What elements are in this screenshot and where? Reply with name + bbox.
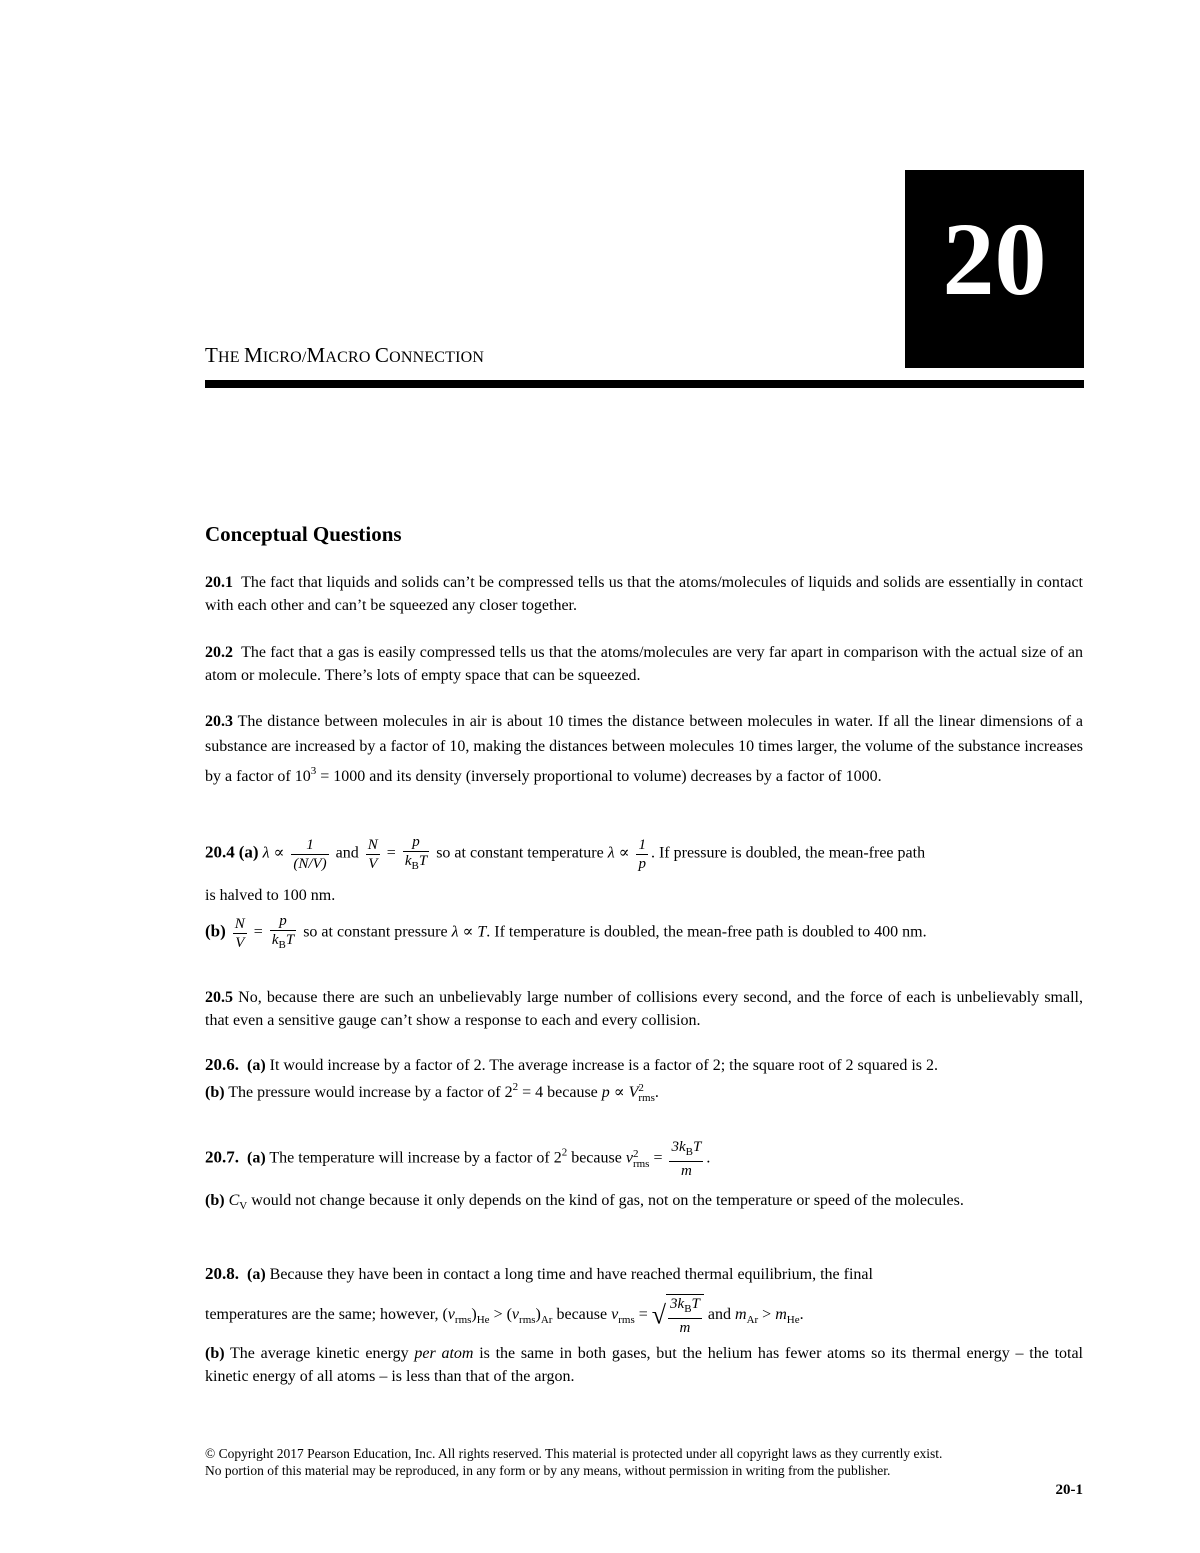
question-20-8-b: (b) The average kinetic energy per atom is the same in both gases, but the helium has fewer atoms so its thermal energy – the total kinetic energy of all atoms – is less than that of the argon. (205, 1345, 1084, 1385)
question-number: 20.4 (205, 842, 235, 862)
question-number: 20.1 (205, 574, 233, 591)
fraction: $\frac{p}{k_BT}$ (271, 913, 295, 951)
fraction: $\frac{1}{(N/V)}$ (293, 836, 327, 872)
fraction: $\frac{N}{V}$ (367, 836, 378, 872)
copyright-line-1: © Copyright 2017 Pearson Education, Inc. All rights reserved. This material is protected under all copyright laws as they currently exist. (205, 1446, 943, 1461)
question-20-3: 20.3 The distance between molecules in air is about 10 times the distance between molecules in water. If all the linear dimensions of a substance are increased by a factor of 10, making the distances between molecules 10 times larger, the volume of the substance increases by a factor of $10^3 = 1000$ and its density (inversely proportional to volume) decreases by a factor of 1000. (205, 713, 1083, 785)
chapter-number: 20 (942, 202, 1047, 317)
question-20-7-a: 20.7. (a) The temperature will increase by a factor of $2^2$ because v 2 rms = $\frac{3k_BT}{m}$ . (205, 1139, 711, 1179)
square-root: √ $\frac{3k_BT}{m}$ (652, 1294, 704, 1337)
question-20-4-b: (b) $\frac{N}{V}$ = $\frac{p}{k_BT}$ so at constant pressure λ ∝ T. If temperature is doubled, the mean-free path is doubled to 400 nm. (205, 912, 927, 954)
question-number: 20.7. (205, 1147, 239, 1167)
question-20-2: 20.2 The fact that a gas is easily compressed tells us that the atoms/molecules are very far apart in comparison with the actual size of an atom or molecule. There’s lots of empty space that can be squeezed. (205, 644, 1083, 684)
question-20-8-a-cont: temperatures are the same; however, $(v_{rms})_{He} > (v_{rms})_{Ar}$ because $v_{rms}$ = √ $\frac{3k_BT}{m}$ and $m_{Ar} > m_{He}$. (205, 1296, 804, 1336)
question-20-4-a-cont: is halved to 100 nm. (205, 887, 336, 904)
question-number: 20.8. (205, 1264, 239, 1283)
question-20-1: 20.1 The fact that liquids and solids can’t be compressed tells us that the atoms/molecules of liquids and solids are essentially in contact with each other and can’t be squeezed any closer together. (205, 574, 1083, 614)
question-number: 20.3 (205, 713, 233, 730)
question-20-7-b: (b) $C_V$ would not change because it only depends on the kind of gas, not on the temperature or speed of the molecules. (205, 1192, 964, 1212)
question-20-4-a: 20.4 (a) λ ∝ $\frac{1}{(N/V)}$ and $\frac{N}{V}$ = $\frac{p}{k_BT}$ so at constant temperature λ ∝ $\frac{1}{p}$ . If pressure is doubled, the mean-free path (205, 833, 925, 875)
page-number: 20-1 (1055, 1482, 1083, 1498)
question-20-8-a: 20.8. (a) Because they have been in contact a long time and have reached thermal equilibrium, the final (205, 1264, 873, 1283)
title-rule (205, 380, 1084, 388)
copyright-footer (205, 1445, 1083, 1479)
question-20-6-b: (b) The pressure would increase by a factor of $2^2 = 4$ because p ∝ V 2 rms . (205, 1081, 659, 1105)
fraction: $\frac{N}{V}$ (234, 915, 245, 951)
fraction: $\frac{1}{p}$ (638, 836, 646, 872)
copyright-line-2: No portion of this material may be reproduced, in any form or by any means, without permission in writing from the publisher. (205, 1463, 891, 1478)
section-heading: Conceptual Questions (205, 522, 402, 546)
chapter-number-box (905, 170, 1084, 368)
question-number: 20.6. (205, 1055, 239, 1074)
fraction: $\frac{3k_BT}{m}$ (671, 1139, 702, 1179)
chapter-title: THE MICRO/MACRO CONNECTION (205, 343, 485, 367)
question-number: 20.5 (205, 989, 233, 1006)
question-20-6-a: 20.6. (a) It would increase by a factor of 2. The average increase is a factor of 2; the square root of 2 squared is 2. (205, 1055, 938, 1074)
fraction: $\frac{p}{k_BT}$ (404, 834, 428, 872)
question-number: 20.2 (205, 644, 233, 661)
question-20-5: 20.5 No, because there are such an unbelievably large number of collisions every second, and the force of each is unbelievably small, that even a sensitive gauge can’t show a response to each and every collision. (205, 989, 1083, 1029)
